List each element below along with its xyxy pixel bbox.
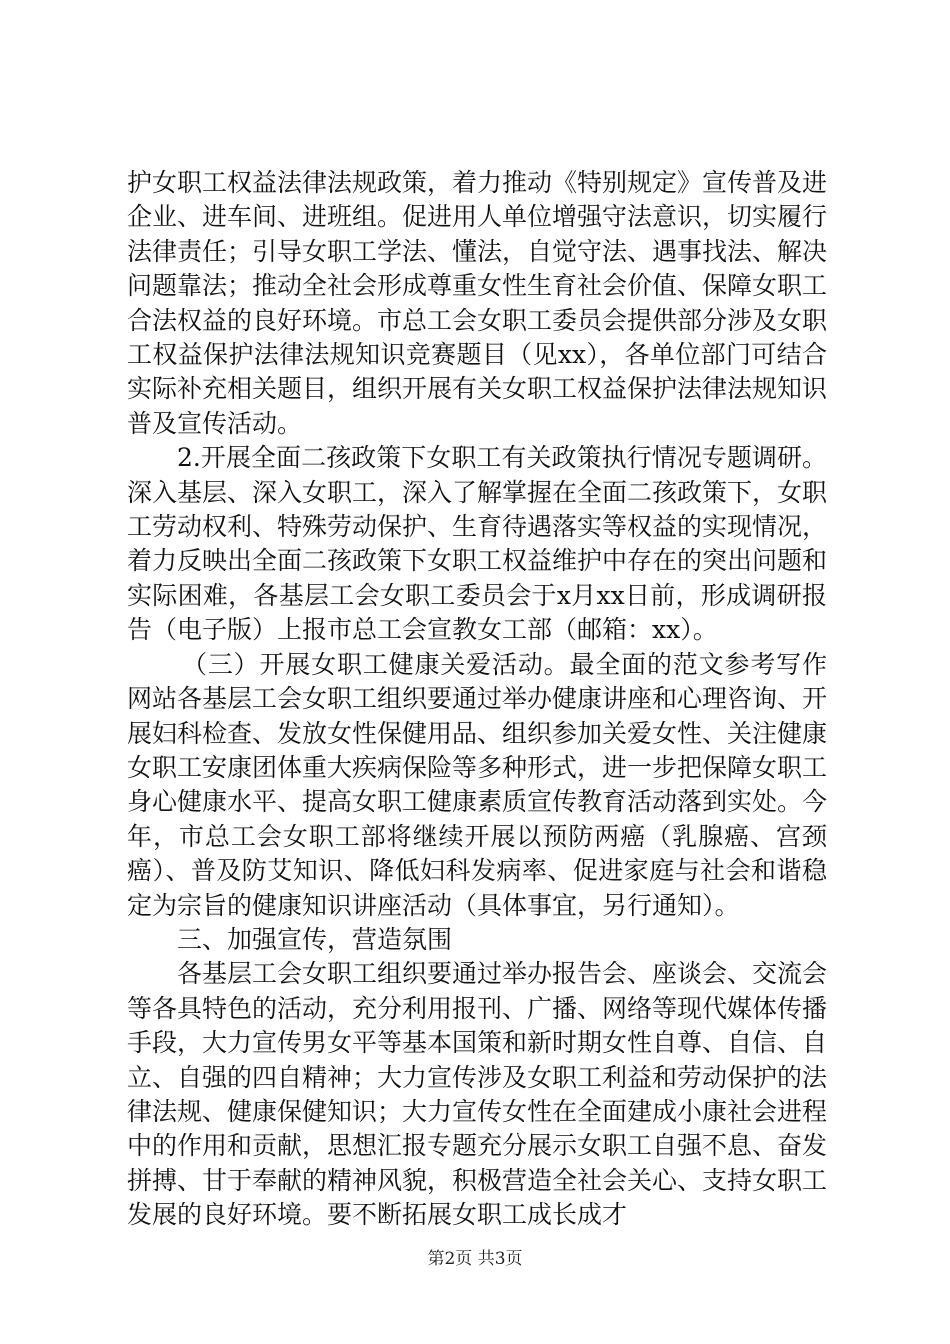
paragraph-continuation: 护女职工权益法律法规政策，着力推动《特别规定》宣传普及进企业、进车间、进班组。促进用人单位增强守法意识，切实履行法律责任；引导女职工学法、懂法，自觉守法、遇事找法、解决问题靠法；推动全社会形成尊重女性生育社会价值、保障女职工合法权益的良好环境。市总工会女职工委员会提供部分涉及女职工权益保护法律法规知识竞赛题目（见xx），各单位部门可结合实际补充相关题目，组织开展有关女职工权益保护法律法规知识普及宣传活动。 (127, 168, 828, 438)
paragraph-item-2: 2.开展全面二孩政策下女职工有关政策执行情况专题调研。深入基层、深入女职工，深入了解掌握在全面二孩政策下，女职工劳动权利、特殊劳动保护、生育待遇落实等权益的实现情况，着力反映出全面二孩政策下女职工权益维护中存在的突出问题和实际困难，各基层工会女职工委员会于x月xx日前，形成调研报告（电子版）上报市总工会宣教女工部（邮箱：xx）。 (127, 443, 828, 645)
document-body (127, 166, 827, 1233)
page-number-footer: 第2页 共3页 (427, 1249, 523, 1269)
section-heading: 三、加强宣传，营造氛围 (177, 924, 453, 954)
paragraph-section-3: （三）开展女职工健康关爱活动。最全面的范文参考写作网站各基层工会女职工组织要通过举办健康讲座和心理咨询、开展妇科检查、发放女性保健用品、组织参加关爱女性、关注健康女职工安康团体重大疾病保险等多种形式，进一步把保障女职工身心健康水平、提高女职工健康素质宣传教育活动落到实处。今年，市总工会女职工部将继续开展以预防两癌（乳腺癌、宫颈癌）、普及防艾知识、降低妇科发病率、促进家庭与社会和谐稳定为宗旨的健康知识讲座活动（具体事宜，另行通知）。 (127, 649, 828, 920)
paragraph-publicity: 各基层工会女职工组织要通过举办报告会、座谈会、交流会等各具特色的活动，充分利用报刊、广播、网络等现代媒体传播手段，大力宣传男女平等基本国策和新时期女性自尊、自信、自立、自强的四自精神；大力宣传涉及女职工利益和劳动保护的法律法规、健康保健知识；大力宣传女性在全面建成小康社会进程中的作用和贡献，思想汇报专题充分展示女职工自强不息、奋发拼搏、甘于奉献的精神风貌，积极营造全社会关心、支持女职工发展的良好环境。要不断拓展女职工成长成才 (127, 959, 828, 1230)
